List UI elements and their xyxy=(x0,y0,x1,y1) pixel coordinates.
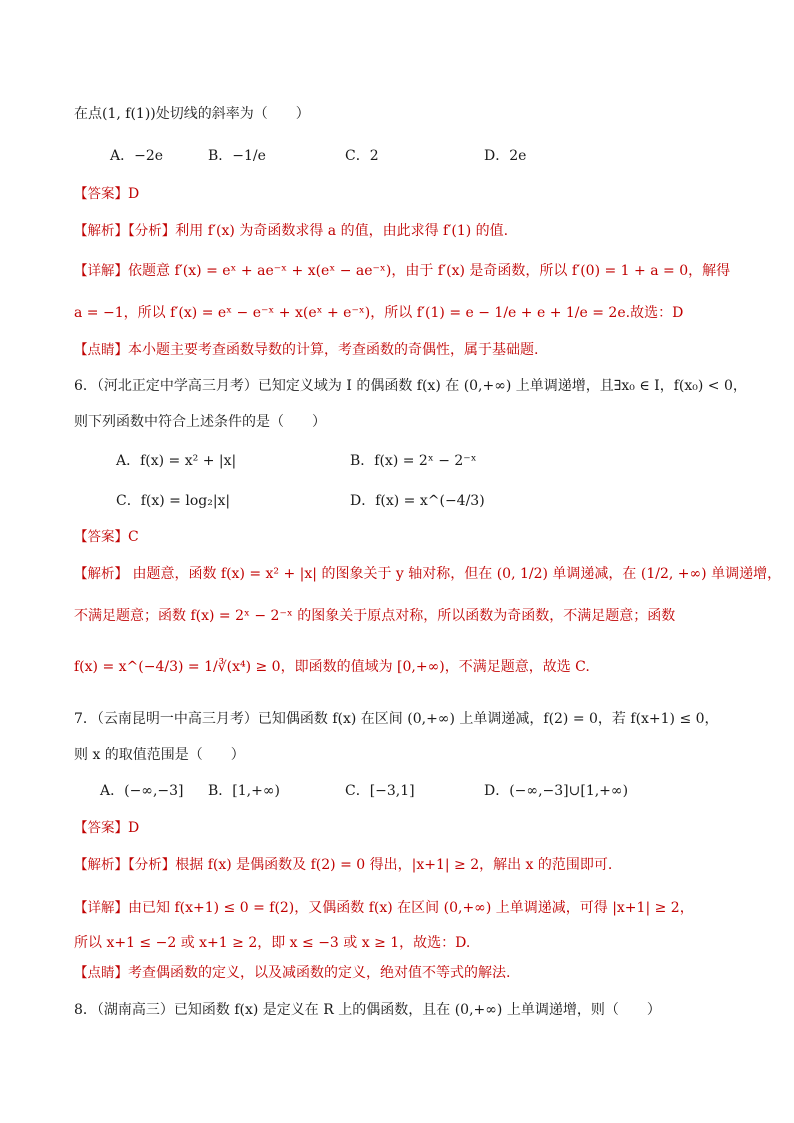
q7-answer: D xyxy=(128,820,140,836)
q5-comment-line xyxy=(74,340,538,360)
q8-stem: 8．（湖南高三）已知函数 f(x) 是定义在 R 上的偶函数，且在 (0,+∞) 上单调递增，则（ ） xyxy=(74,1002,661,1018)
q7-detail-1: 由已知 f(x+1) ≤ 0 = f(2)，又偶函数 f(x) 在区间 (0,+∞) 上单调递减，可得 |x+1| ≥ 2， xyxy=(128,900,694,916)
q5-detail-line-1 xyxy=(74,261,730,281)
q5-answer: D xyxy=(128,186,140,202)
q6-option-c: C．f(x) = log₂|x| xyxy=(116,493,231,509)
q7-comment-tag: 【点睛】 xyxy=(74,965,128,981)
q6-stem-2: 则下列函数中符合上述条件的是（ ） xyxy=(74,414,326,430)
q7-analysis-line xyxy=(74,855,612,875)
q5-option-b: B．−1/e xyxy=(208,148,266,164)
q5-stem: 在点(1, f(1))处切线的斜率为（ ） xyxy=(74,106,310,122)
q5-answer-line xyxy=(74,184,139,204)
q7-option-c: C．[−3,1] xyxy=(345,783,415,799)
q7-option-a: A．(−∞,−3] xyxy=(100,783,184,799)
q6-analysis-line-1 xyxy=(74,564,781,584)
q7-answer-tag: 【答案】 xyxy=(74,820,128,836)
q6-answer-line xyxy=(74,527,139,547)
q6-answer-tag: 【答案】 xyxy=(74,529,128,545)
q6-answer: C xyxy=(128,529,139,545)
q7-detail-tag: 【详解】 xyxy=(74,900,128,916)
q7-option-b: B．[1,+∞) xyxy=(208,783,280,799)
q5-detail-tag: 【详解】 xyxy=(74,263,128,279)
q6-option-a: A．f(x) = x² + |x| xyxy=(116,453,237,469)
q6-option-d: D．f(x) = x^(−4/3) xyxy=(350,493,485,509)
q5-analysis-line xyxy=(74,221,508,241)
q5-analysis-tag: 【解析】【分析】 xyxy=(74,223,176,239)
q5-option-d: D．2e xyxy=(484,148,527,164)
q6-analysis-tag: 【解析】 xyxy=(74,566,128,582)
q5-answer-tag: 【答案】 xyxy=(74,186,128,202)
q5-detail-line-2: a = −1，所以 f′(x) = eˣ − e⁻ˣ + x(eˣ + e⁻ˣ)，所以 f′(1) = e − 1/e + e + 1/e = 2e.故选：D xyxy=(74,305,684,321)
q7-analysis-tag: 【解析】【分析】 xyxy=(74,857,176,873)
q7-detail-line-1 xyxy=(74,898,694,918)
q5-detail-1: 依题意 f′(x) = eˣ + ae⁻ˣ + x(eˣ − ae⁻ˣ)，由于 f′(x) 是奇函数，所以 f′(0) = 1 + a = 0，解得 xyxy=(128,263,731,279)
q7-analysis: 根据 f(x) 是偶函数及 f(2) = 0 得出，|x+1| ≥ 2，解出 x 的范围即可. xyxy=(175,857,613,873)
q6-analysis-line-2: 不满足题意；函数 f(x) = 2ˣ − 2⁻ˣ 的图象关于原点对称，所以函数为奇函数，不满足题意；函数 xyxy=(74,608,676,624)
q5-option-a: A．−2e xyxy=(110,148,164,164)
q6-analysis-1: 由题意，函数 f(x) = x² + |x| 的图象关于 y 轴对称，但在 (0, 1/2) 单调递减，在 (1/2, +∞) 单调递增， xyxy=(128,566,782,582)
q7-answer-line xyxy=(74,818,139,838)
q7-stem-1: 7．（云南昆明一中高三月考）已知偶函数 f(x) 在区间 (0,+∞) 上单调递减，f(2) = 0，若 f(x+1) ≤ 0， xyxy=(74,711,719,727)
q5-analysis: 利用 f′(x) 为奇函数求得 a 的值，由此求得 f′(1) 的值. xyxy=(175,223,509,239)
q7-option-d: D．(−∞,−3]∪[1,+∞) xyxy=(484,783,629,799)
q7-stem-2: 则 x 的取值范围是（ ） xyxy=(74,747,245,763)
q6-analysis-line-3: f(x) = x^(−4/3) = 1/∛(x⁴) ≥ 0，即函数的值域为 [0,+∞)，不满足题意，故选 C. xyxy=(74,659,590,675)
q5-option-c: C．2 xyxy=(345,148,379,164)
q6-stem-1: 6．（河北正定中学高三月考）已知定义域为 I 的偶函数 f(x) 在 (0,+∞) 上单调递增，且∃x₀ ∈ I，f(x₀) < 0， xyxy=(74,378,747,394)
q7-comment: 考查偶函数的定义，以及减函数的定义，绝对值不等式的解法. xyxy=(128,965,511,981)
q7-detail-line-2: 所以 x+1 ≤ −2 或 x+1 ≥ 2，即 x ≤ −3 或 x ≥ 1，故选：D. xyxy=(74,935,471,951)
q6-option-b: B．f(x) = 2ˣ − 2⁻ˣ xyxy=(350,453,477,469)
q5-comment: 本小题主要考查函数导数的计算，考查函数的奇偶性，属于基础题. xyxy=(128,342,539,358)
q5-comment-tag: 【点睛】 xyxy=(74,342,128,358)
q7-comment-line xyxy=(74,963,510,983)
